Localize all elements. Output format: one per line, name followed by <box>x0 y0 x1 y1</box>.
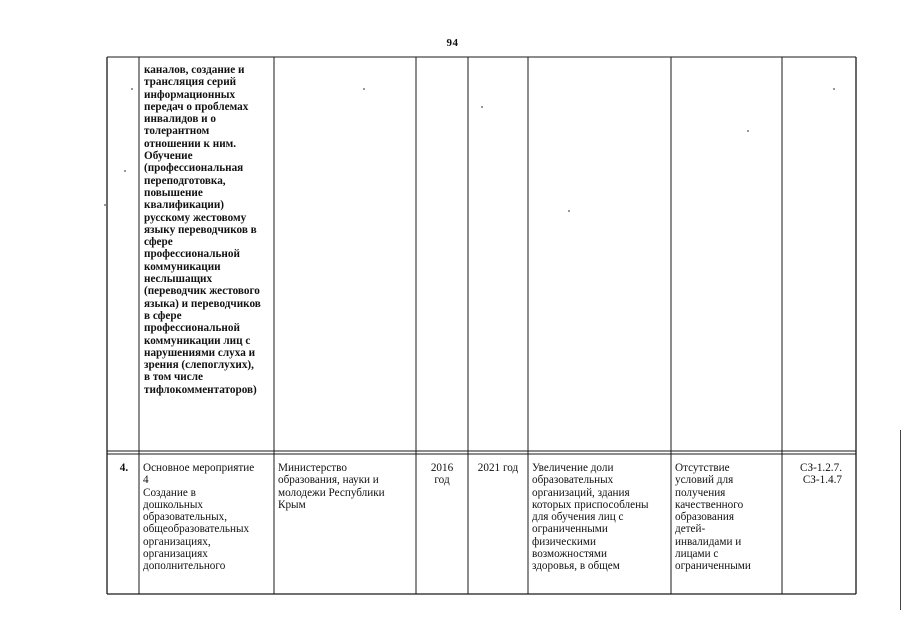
row4-executor: Министерство образования, науки и молодежи Республики Крым <box>278 462 385 511</box>
row4-start-year: 2016 год <box>430 462 454 487</box>
continued-row-description: каналов, создание и трансляция серий информационных передач о проблемах инвалидов и о толерантном отношении к ним. Обучение (профессиональная переподготовка, повышение квалификации) русскому жестовому языку переводчиков в сфере профессиональной коммуникации неслышащих (переводчик жестового языка) и переводчиков в сфере профессиональной коммуникации лиц с нарушениями слуха и зрения (слепоглухих), в том числе тифлокомментаторов) <box>144 64 261 396</box>
scan-speck <box>363 88 365 90</box>
row4-number: 4. <box>119 462 129 474</box>
scan-speck <box>833 88 835 90</box>
scan-speck <box>131 88 133 90</box>
scan-margin-line <box>900 430 901 610</box>
scan-speck <box>747 130 749 132</box>
row4-consequences: Отсутствие условий для получения качественного образования детей- инвалидами и лицами с ограниченными <box>675 462 751 573</box>
page-number: 94 <box>446 37 459 49</box>
scan-speck <box>568 210 570 212</box>
row4-end-year: 2021 год <box>477 462 519 474</box>
row4-expected-result: Увеличение доли образовательных организаций, здания которых приспособлены для обучения лиц с ограниченными физическими возможностями здоровья, в общем <box>532 462 649 573</box>
row4-links: СЗ-1.2.7. СЗ-1.4.7 <box>800 462 842 487</box>
row4-description: Основное мероприятие 4 Создание в дошкольных образовательных, общеобразовательных организациях, организациях дополнительного <box>143 462 255 573</box>
scan-speck <box>124 170 126 172</box>
scan-speck <box>104 204 106 206</box>
scan-speck <box>481 106 483 108</box>
